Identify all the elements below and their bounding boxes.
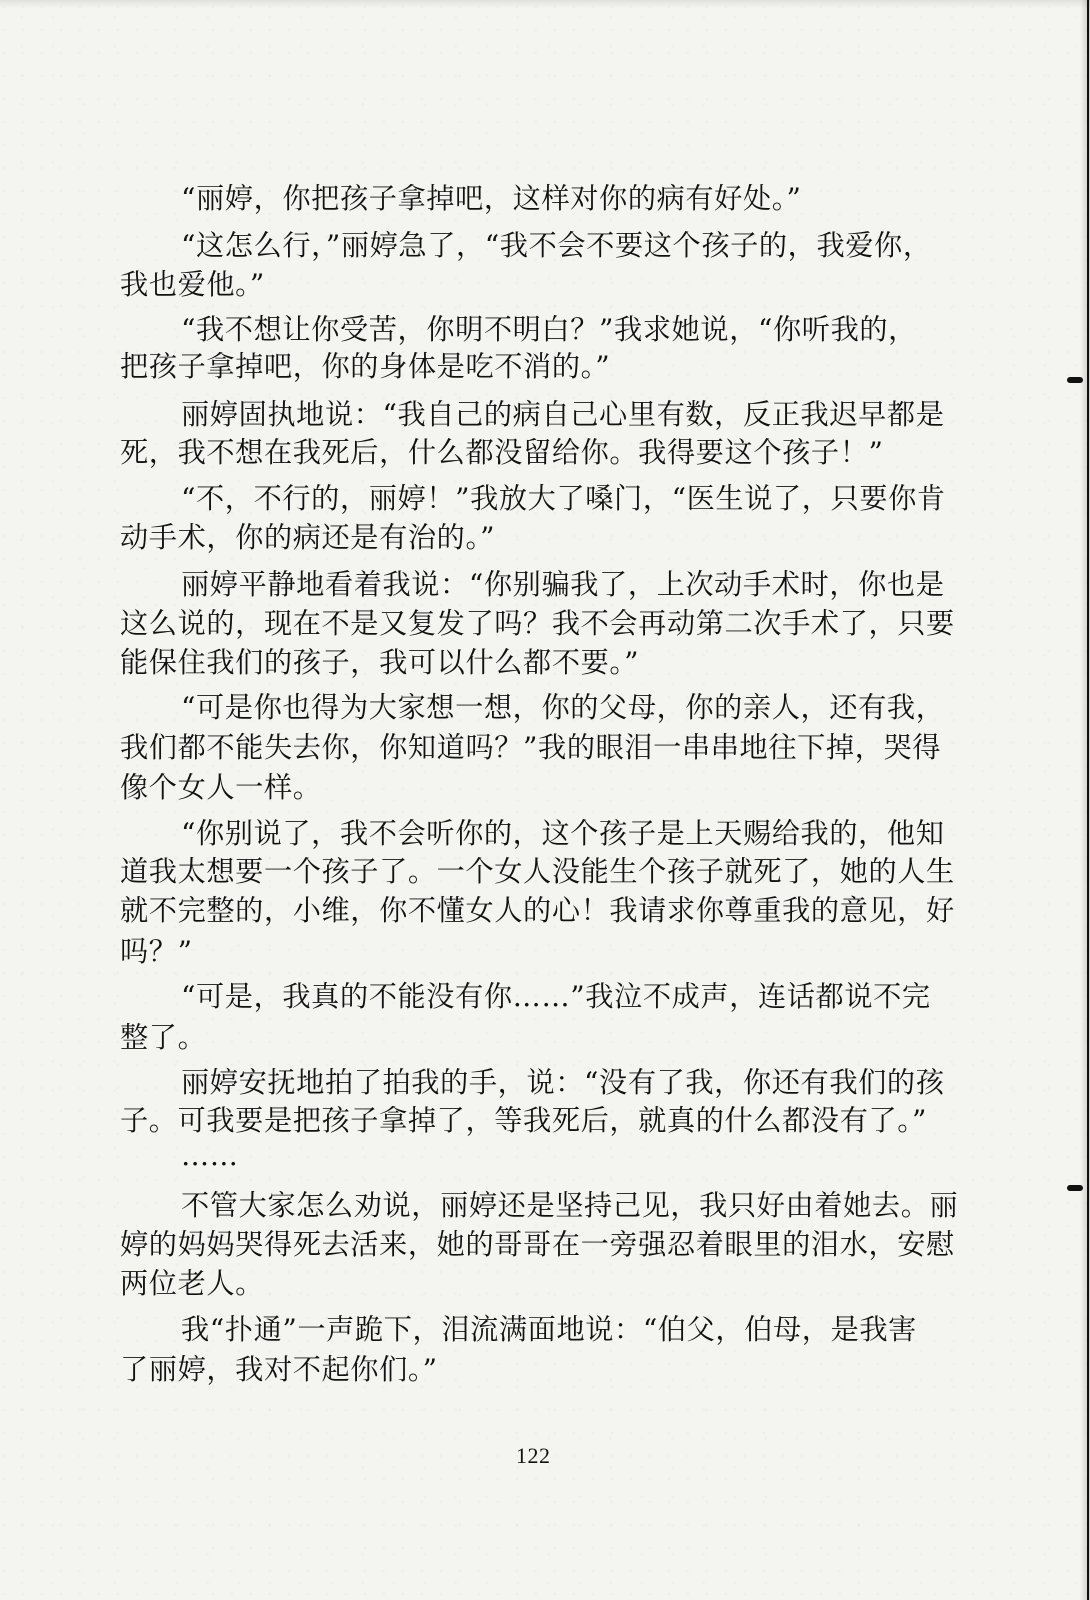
text-line: 我“扑通”一声跪下，泪流满面地说：“伯父，伯母，是我害 [181, 1313, 917, 1346]
text-line: 我们都不能失去你，你知道吗？”我的眼泪一串串地往下掉，哭得 [120, 731, 942, 764]
text-line: 把孩子拿掉吧，你的身体是吃不消的。” [120, 350, 611, 383]
text-line: “这怎么行，”丽婷急了，“我不会不要这个孩子的，我爱你， [181, 229, 932, 262]
text-line: 吗？” [120, 935, 193, 968]
text-line: 像个女人一样。 [120, 771, 322, 804]
text-line: 丽婷安抚地拍了拍我的手，说：“没有了我，你还有我们的孩 [181, 1066, 945, 1099]
text-line: “可是，我真的不能没有你……”我泣不成声，连话都说不完 [181, 980, 931, 1013]
text-line: 死，我不想在我死后，什么都没留给你。我得要这个孩子！” [120, 436, 884, 469]
ellipsis-line: …… [181, 1139, 239, 1172]
text-line: 整了。 [120, 1021, 207, 1054]
page-number: 122 [516, 1443, 551, 1468]
text-line: “丽婷，你把孩子拿掉吧，这样对你的病有好处。” [181, 182, 802, 215]
text-line: 两位老人。 [120, 1267, 264, 1300]
text-line: 我也爱他。” [120, 268, 265, 301]
text-line: 子。可我要是把孩子拿掉了，等我死后，就真的什么都没有了。” [120, 1104, 927, 1137]
text-line: 丽婷固执地说：“我自己的病自己心里有数，反正我迟早都是 [181, 398, 945, 431]
text-line: 了丽婷，我对不起你们。” [120, 1353, 438, 1386]
text-line: “不，不行的，丽婷！”我放大了嗓门，“医生说了，只要你肯 [181, 482, 946, 515]
text-line: 能保住我们的孩子，我可以什么都不要。” [120, 646, 640, 679]
text-line: 这么说的，现在不是又复发了吗？我不会再动第二次手术了，只要 [120, 607, 955, 640]
text-line: 道我太想要一个孩子了。一个女人没能生个孩子就死了，她的人生 [120, 855, 955, 888]
text-line: 婷的妈妈哭得死去活来，她的哥哥在一旁强忍着眼里的泪水，安慰 [120, 1228, 955, 1261]
text-line: 动手术，你的病还是有治的。” [120, 521, 496, 554]
text-line: 不管大家怎么劝说，丽婷还是坚持己见，我只好由着她去。丽 [181, 1189, 959, 1222]
text-line: “我不想让你受苦，你明不明白？”我求她说，“你听我的， [181, 313, 917, 346]
text-line: 就不完整的，小维，你不懂女人的心！我请求你尊重我的意见，好 [120, 894, 955, 927]
text-line: “可是你也得为大家想一想，你的父母，你的亲人，还有我， [181, 691, 945, 724]
text-line: “你别说了，我不会听你的，这个孩子是上天赐给我的，他知 [181, 817, 945, 850]
text-line: 丽婷平静地看着我说：“你别骗我了，上次动手术时，你也是 [181, 568, 945, 601]
